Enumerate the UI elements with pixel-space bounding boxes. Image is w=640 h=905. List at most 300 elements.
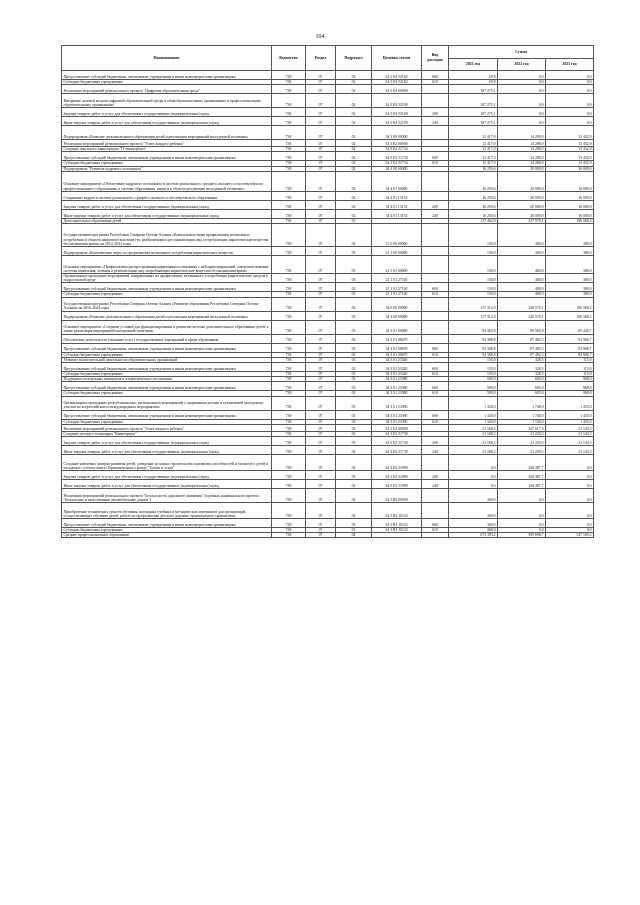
cell-name: Субсидии бюджетным учреждениям <box>62 292 272 297</box>
cell-2023: 13 432,9 <box>546 126 594 140</box>
cell-2021: 16 250,6 <box>449 200 498 209</box>
cell-2021: 1 320,0 <box>449 419 498 424</box>
cell-name: Реализация мероприятий регионального проекта "Безопасность дорожного движения" (в рамках национального проекта "Безопасные и качественные автомобильные дороги") <box>62 489 272 503</box>
cell-ministry: 738 <box>272 247 306 256</box>
cell-target: 34 3 R3 10132 <box>372 503 422 519</box>
cell-2023: 0,0 <box>546 94 594 108</box>
cell-ministry: 738 <box>272 446 306 455</box>
header-year-2023: 2023 год <box>546 59 594 71</box>
cell-name: Предоставление субсидий бюджетным, автономным учреждениям и иным некоммерческим организациям <box>62 363 272 372</box>
cell-ministry: 738 <box>272 166 306 171</box>
cell-section: 07 <box>306 489 336 503</box>
table-row <box>62 171 594 191</box>
cell-2022: 226 387,7 <box>498 455 546 471</box>
cell-target: 34 3 01 23320 <box>372 363 422 372</box>
cell-subsection: 02 <box>336 147 372 152</box>
cell-target: 34 3 01 23380 <box>372 382 422 391</box>
cell-subsection: 03 <box>336 224 372 247</box>
cell-target: 34 2 E4 52100 <box>372 108 422 117</box>
cell-ministry: 738 <box>272 377 306 382</box>
cell-2022: 87 492,3 <box>498 352 546 357</box>
cell-expense-type <box>422 424 449 431</box>
cell-name: Предоставление субсидий бюджетным, автономным учреждениям и иным некоммерческим организациям <box>62 382 272 391</box>
cell-name: Подпрограмма "Развитие кадрового потенциала" <box>62 166 272 171</box>
table-row <box>62 334 594 343</box>
table-row <box>62 519 594 528</box>
cell-ministry: 738 <box>272 489 306 503</box>
cell-expense-type <box>422 297 449 311</box>
cell-2021: 16 250,6 <box>449 209 498 218</box>
cell-name: Приобретение технических средств обучения, наглядных учебных и методических материалов для организаций, осуществляющих обучение детей, работе по профилактике детского дорожно-транспортного травматизма <box>62 503 272 519</box>
cell-2023: 115,0 <box>546 357 594 362</box>
cell-2022: 14 288,0 <box>498 140 546 147</box>
cell-name: Подпрограмма «Комплексные меры по профилактике незаконного потребления наркотических веществ» <box>62 247 272 256</box>
cell-target: 34 3 01 00670 <box>372 343 422 352</box>
cell-name: Предоставление субсидий бюджетным, автономным учреждениям и иным некоммерческим организациям <box>62 283 272 292</box>
cell-expense-type: 610 <box>422 372 449 377</box>
cell-name: Организация и проведение республиканских, региональных мероприятий с одаренными детьми и талантливой молодежью, участие во всероссийских и международных мероприятиях <box>62 396 272 410</box>
cell-target: 34 3 E2 51734 <box>372 147 422 152</box>
cell-section: 07 <box>306 152 336 161</box>
cell-2022: 605,0 <box>498 391 546 396</box>
cell-target: 34 3 01 00000 <box>372 320 422 334</box>
cell-2021: 155,0 <box>449 372 498 377</box>
cell-target: 34 2 E4 52102 <box>372 71 422 80</box>
cell-2021: 1 320,0 <box>449 396 498 410</box>
cell-ministry: 738 <box>272 437 306 446</box>
cell-target: 34 3 01 23380 <box>372 377 422 382</box>
cell-target: 34 4 01 13133 <box>372 191 422 200</box>
cell-ministry: 738 <box>272 218 306 223</box>
cell-subsection: 04 <box>336 533 372 538</box>
cell-expense-type <box>422 126 449 140</box>
cell-2021: 12 417,0 <box>449 152 498 161</box>
table-row <box>62 489 594 503</box>
cell-name: Иные закупки товаров, работ и услуг для обеспечения государственных (муниципальных) нужд <box>62 446 272 455</box>
cell-expense-type: 200 <box>422 437 449 446</box>
cell-2022: 20 000,0 <box>498 209 546 218</box>
cell-expense-type <box>422 396 449 410</box>
cell-target: 21 1 01 27140 <box>372 274 422 283</box>
cell-expense-type <box>422 334 449 343</box>
cell-subsection: 03 <box>336 396 372 410</box>
cell-target: 34 3 E2 51730 <box>372 446 422 455</box>
cell-target: 34 3 E2 51734 <box>372 161 422 166</box>
cell-subsection: 03 <box>336 480 372 489</box>
cell-target: 34 3 R3 00000 <box>372 489 422 503</box>
cell-name: Организация и проведение мероприятий, направленных на профилактику незаконного употребления наркотических средств в подростковой среде <box>62 274 272 283</box>
cell-subsection: 02 <box>336 117 372 126</box>
cell-name: Развитие воспитательной деятельности образовательных организаций <box>62 357 272 362</box>
cell-2021: 107 275,1 <box>449 108 498 117</box>
cell-section: 07 <box>306 200 336 209</box>
cell-2022: 0,0 <box>498 519 546 528</box>
cell-section: 07 <box>306 171 336 191</box>
cell-2021: 673 393,2 <box>449 533 498 538</box>
cell-2023: 16 000,0 <box>546 209 594 218</box>
cell-subsection: 03 <box>336 274 372 283</box>
cell-2021: 360,0 <box>449 503 498 519</box>
cell-2022: 1 740,0 <box>498 419 546 424</box>
cell-2021: 16 250,6 <box>449 166 498 171</box>
cell-2022: 227 570,1 <box>498 218 546 223</box>
cell-subsection: 03 <box>336 363 372 372</box>
cell-section: 07 <box>306 372 336 377</box>
cell-name: Предоставление субсидий бюджетным, автономным учреждениям и иным некоммерческим организациям <box>62 343 272 352</box>
table-header <box>62 46 594 71</box>
cell-subsection: 02 <box>336 108 372 117</box>
cell-expense-type: 600 <box>422 343 449 352</box>
cell-name: Предоставление субсидий бюджетным, автономным учреждениям и иным некоммерческим организациям <box>62 71 272 80</box>
cell-2021: 21 168,2 <box>449 437 498 446</box>
cell-2022: 226 570,1 <box>498 297 546 311</box>
cell-2021: 107 275,1 <box>449 94 498 108</box>
header-target: Целевая статья <box>372 46 422 71</box>
cell-section: 07 <box>306 519 336 528</box>
cell-subsection: 03 <box>336 410 372 419</box>
cell-name: Основное мероприятие «Создание условий для функционирования и развития системы дополнительного образования детей, а также реализация мероприятий молодежной политики» <box>62 320 272 334</box>
cell-expense-type: 200 <box>422 471 449 480</box>
cell-2023: 0,0 <box>546 528 594 533</box>
cell-2023: 16 000,0 <box>546 191 594 200</box>
cell-expense-type: 610 <box>422 80 449 85</box>
cell-section: 07 <box>306 334 336 343</box>
cell-2023: 13 432,9 <box>546 161 594 166</box>
cell-expense-type <box>422 171 449 191</box>
cell-expense-type: 610 <box>422 391 449 396</box>
cell-target: 34 3 E2 51730 <box>372 437 422 446</box>
cell-2022: 605,0 <box>498 377 546 382</box>
cell-2023: 968,0 <box>546 382 594 391</box>
cell-2022: 0,0 <box>498 71 546 80</box>
cell-2023: 13 432,9 <box>546 152 594 161</box>
cell-2022: 0,0 <box>498 528 546 533</box>
cell-subsection: 03 <box>336 352 372 357</box>
table-row <box>62 396 594 410</box>
cell-2021: 360,0 <box>449 489 498 503</box>
cell-name: Субсидии бюджетным учреждениям <box>62 391 272 396</box>
cell-name: Государственная программа Республики Северная Осетия-Алания «Развитие образования Республики Северная Осетия-Алания» на 2016–2024 годы <box>62 297 272 311</box>
cell-name: Дополнительное образование детей <box>62 218 272 223</box>
cell-section: 07 <box>306 80 336 85</box>
cell-section: 07 <box>306 218 336 223</box>
table-row <box>62 200 594 209</box>
cell-subsection: 02 <box>336 94 372 108</box>
cell-2023: 380,0 <box>546 256 594 274</box>
cell-target: 34 3 R3 10132 <box>372 528 422 533</box>
cell-target: 34 3 R3 10132 <box>372 519 422 528</box>
cell-2022: 20 000,0 <box>498 166 546 171</box>
cell-subsection: 03 <box>336 382 372 391</box>
cell-expense-type <box>422 503 449 519</box>
cell-2021: 21 168,2 <box>449 446 498 455</box>
cell-2022: 400,0 <box>498 283 546 292</box>
cell-2023: 0,0 <box>546 480 594 489</box>
cell-section: 07 <box>306 363 336 372</box>
cell-name: Закупка товаров, работ и услуг для обеспечения государственных (муниципальных) нужд <box>62 471 272 480</box>
cell-2023: 0,0 <box>546 489 594 503</box>
table-row <box>62 247 594 256</box>
cell-subsection: 03 <box>336 446 372 455</box>
cell-name: Реализация мероприятий регионального проекта "Успех каждого ребенка" <box>62 140 272 147</box>
cell-target: 34 3 E2 51734 <box>372 152 422 161</box>
cell-target <box>372 533 422 538</box>
cell-ministry: 738 <box>272 396 306 410</box>
cell-section: 07 <box>306 431 336 436</box>
cell-subsection: 02 <box>336 209 372 218</box>
cell-2023: 547 169,2 <box>546 533 594 538</box>
cell-target: 34 3 E2 00000 <box>372 424 422 431</box>
cell-subsection: 03 <box>336 471 372 480</box>
cell-expense-type: 610 <box>422 528 449 533</box>
cell-2023: 85 426,7 <box>546 320 594 334</box>
cell-name: Подпрограмма «Развитие дополнительного образования детей и реализация мероприятий молодежной политики» <box>62 311 272 320</box>
cell-2023: 0,0 <box>546 117 594 126</box>
cell-subsection: 03 <box>336 343 372 352</box>
cell-2021: 94 463,8 <box>449 320 498 334</box>
header-subsection: Подраздел <box>336 46 372 71</box>
table-row <box>62 209 594 218</box>
cell-section: 07 <box>306 419 336 424</box>
cell-2022: 21 229,3 <box>498 437 546 446</box>
cell-name: Среднее профессиональное образование <box>62 533 272 538</box>
cell-section: 07 <box>306 352 336 357</box>
cell-target: 34 0 00 00000 <box>372 297 422 311</box>
cell-section: 07 <box>306 503 336 519</box>
cell-name: Обеспечение деятельности (оказание услуг) государственных учреждений в сфере образования <box>62 334 272 343</box>
cell-name: Создание школьного кванториума "IT-кванториум" <box>62 147 272 152</box>
cell-ministry: 738 <box>272 311 306 320</box>
cell-2023: 83 906,7 <box>546 352 594 357</box>
cell-expense-type: 610 <box>422 292 449 297</box>
cell-name: Реализация мероприятий регионального проекта "Успех каждого ребенка" <box>62 424 272 431</box>
cell-section: 07 <box>306 297 336 311</box>
cell-ministry: 738 <box>272 471 306 480</box>
cell-expense-type: 600 <box>422 363 449 372</box>
cell-2021: 150,0 <box>449 247 498 256</box>
cell-expense-type <box>422 533 449 538</box>
cell-section: 07 <box>306 471 336 480</box>
cell-2023: 380,0 <box>546 283 594 292</box>
cell-2022: 89 565,8 <box>498 320 546 334</box>
cell-name: Закупка товаров, работ и услуг для обеспечения государственных (муниципальных) нужд <box>62 437 272 446</box>
table-row <box>62 363 594 372</box>
cell-section: 07 <box>306 108 336 117</box>
cell-subsection: 03 <box>336 311 372 320</box>
cell-2023: 380,0 <box>546 292 594 297</box>
cell-ministry: 738 <box>272 297 306 311</box>
cell-section: 07 <box>306 147 336 152</box>
cell-expense-type: 200 <box>422 200 449 209</box>
cell-2021: 155,0 <box>449 363 498 372</box>
cell-2022: 0,0 <box>498 85 546 94</box>
cell-expense-type: 240 <box>422 480 449 489</box>
cell-section: 07 <box>306 410 336 419</box>
cell-ministry: 738 <box>272 292 306 297</box>
cell-2021: 360,0 <box>449 528 498 533</box>
cell-2022: 247 617,0 <box>498 424 546 431</box>
cell-2022: 0,0 <box>498 94 546 108</box>
cell-name: Реализация мероприятий регионального проекта "Цифровая образовательная среда" <box>62 85 272 94</box>
cell-2023: 83 906,7 <box>546 343 594 352</box>
cell-expense-type: 240 <box>422 209 449 218</box>
cell-target: 34 3 01 23320 <box>372 357 422 362</box>
cell-2022: 14 288,0 <box>498 126 546 140</box>
cell-2022: 21 229,3 <box>498 431 546 436</box>
cell-name: Создание детского технопарка "Кванториум" <box>62 431 272 436</box>
cell-target: 21 0 00 00000 <box>372 224 422 247</box>
cell-section: 07 <box>306 292 336 297</box>
cell-2021: 12 417,0 <box>449 161 498 166</box>
cell-subsection: 02 <box>336 126 372 140</box>
cell-ministry: 738 <box>272 519 306 528</box>
table-row <box>62 274 594 283</box>
cell-ministry: 738 <box>272 256 306 274</box>
cell-2021: 500,0 <box>449 382 498 391</box>
cell-2023: 0,0 <box>546 455 594 471</box>
cell-2021: 150,0 <box>449 292 498 297</box>
cell-subsection: 02 <box>336 140 372 147</box>
cell-target: 34 2 E4 52100 <box>372 94 422 108</box>
cell-target: 34 3 01 23390 <box>372 419 422 424</box>
cell-ministry: 738 <box>272 191 306 200</box>
page-number: 104 <box>315 34 325 40</box>
cell-subsection: 03 <box>336 283 372 292</box>
cell-ministry: 738 <box>272 80 306 85</box>
cell-2023: 1 455,0 <box>546 396 594 410</box>
table-row <box>62 343 594 352</box>
cell-2023: 380,0 <box>546 224 594 247</box>
cell-section: 07 <box>306 311 336 320</box>
cell-ministry: 738 <box>272 71 306 80</box>
cell-2022: 14 288,0 <box>498 161 546 166</box>
cell-section: 07 <box>306 446 336 455</box>
cell-2021: 155,0 <box>449 357 498 362</box>
cell-target: 34 3 E2 51890 <box>372 471 422 480</box>
cell-2021: 500,0 <box>449 391 498 396</box>
cell-section: 07 <box>306 161 336 166</box>
table-row <box>62 117 594 126</box>
table-row <box>62 297 594 311</box>
cell-2021: 94 308,8 <box>449 343 498 352</box>
header-year-2021: 2021 год <box>449 59 498 71</box>
cell-target: 34 3 01 23380 <box>372 391 422 396</box>
cell-name: Субсидии бюджетным учреждениям <box>62 372 272 377</box>
table-row <box>62 71 594 80</box>
table-row <box>62 503 594 519</box>
cell-2023: 21 143,5 <box>546 431 594 436</box>
cell-subsection: 03 <box>336 437 372 446</box>
cell-2022: 14 288,0 <box>498 147 546 152</box>
cell-section: 07 <box>306 166 336 171</box>
cell-2021: 29,8 <box>449 80 498 85</box>
cell-section: 07 <box>306 256 336 274</box>
cell-ministry: 738 <box>272 117 306 126</box>
cell-ministry: 738 <box>272 320 306 334</box>
cell-subsection: 02 <box>336 85 372 94</box>
cell-expense-type <box>422 320 449 334</box>
cell-target: 34 4 01 13133 <box>372 200 422 209</box>
cell-section: 07 <box>306 343 336 352</box>
cell-name: Субсидии бюджетным учреждениям <box>62 161 272 166</box>
cell-ministry: 738 <box>272 431 306 436</box>
cell-ministry: 738 <box>272 382 306 391</box>
cell-2022: 400,0 <box>498 247 546 256</box>
cell-ministry: 738 <box>272 455 306 471</box>
cell-section: 07 <box>306 283 336 292</box>
cell-ministry: 738 <box>272 161 306 166</box>
cell-ministry: 738 <box>272 503 306 519</box>
cell-expense-type: 240 <box>422 117 449 126</box>
cell-expense-type <box>422 191 449 200</box>
cell-2023: 21 143,5 <box>546 437 594 446</box>
cell-2023: 1 455,0 <box>546 410 594 419</box>
cell-name: Государственная программа Республики Северная Осетия-Алания «Комплексные меры профилактики незаконного потребления и оборота наркотических веществ, реабилитации и ресоциализации лиц, потребляющих наркотические вещества без назначения врача» на 2014–2021 годы <box>62 224 272 247</box>
cell-expense-type: 200 <box>422 108 449 117</box>
cell-subsection: 03 <box>336 320 372 334</box>
cell-name: Основное мероприятие «Обеспечение кадрового потенциала в системе дошкольного, среднего, высшего и послевузовского профессионального образования, в системе образования, науки и в области реализации молодежной политики» <box>62 171 272 191</box>
cell-expense-type <box>422 85 449 94</box>
cell-2022: 328,5 <box>498 363 546 372</box>
cell-2021: 21 168,2 <box>449 424 498 431</box>
cell-subsection: 03 <box>336 297 372 311</box>
cell-target: 34 3 01 23390 <box>372 396 422 410</box>
cell-2023: 106 568,2 <box>546 311 594 320</box>
table-row <box>62 533 594 538</box>
cell-subsection: 03 <box>336 391 372 396</box>
cell-2023: 16 000,0 <box>546 171 594 191</box>
cell-2021: 150,0 <box>449 283 498 292</box>
cell-2022: 0,0 <box>498 117 546 126</box>
cell-target: 34 3 E2 51890 <box>372 455 422 471</box>
table-row <box>62 382 594 391</box>
cell-expense-type: 240 <box>422 446 449 455</box>
cell-name: Предоставление субсидий бюджетным, автономным учреждениям и иным некоммерческим организациям <box>62 152 272 161</box>
cell-expense-type: 600 <box>422 519 449 528</box>
table-row <box>62 471 594 480</box>
table-row <box>62 85 594 94</box>
cell-ministry: 738 <box>272 391 306 396</box>
header-year-2022: 2022 год <box>498 59 546 71</box>
header-expense-type: Вид расходов <box>422 46 449 71</box>
cell-2022: 226 387,7 <box>498 471 546 480</box>
cell-2021: 107 275,1 <box>449 85 498 94</box>
cell-ministry: 738 <box>272 171 306 191</box>
cell-2021: 150,0 <box>449 274 498 283</box>
cell-expense-type <box>422 140 449 147</box>
cell-subsection: 02 <box>336 200 372 209</box>
cell-2023: 968,0 <box>546 377 594 382</box>
cell-expense-type <box>422 94 449 108</box>
cell-2021: 107 275,1 <box>449 117 498 126</box>
cell-expense-type <box>422 224 449 247</box>
cell-2023: 83 906,7 <box>546 334 594 343</box>
cell-section: 07 <box>306 209 336 218</box>
cell-2023: 115,0 <box>546 372 594 377</box>
cell-subsection: 03 <box>336 377 372 382</box>
cell-name: Внедрение целевой модели цифровой образовательной среды в общеобразовательных организациях и профессиональных образовательных организациях <box>62 94 272 108</box>
cell-section: 07 <box>306 117 336 126</box>
cell-subsection: 03 <box>336 419 372 424</box>
cell-2021: 117 462,0 <box>449 218 498 223</box>
cell-2023: 380,0 <box>546 247 594 256</box>
cell-section: 07 <box>306 224 336 247</box>
cell-section: 07 <box>306 320 336 334</box>
cell-2022: 20 000,0 <box>498 171 546 191</box>
cell-ministry: 738 <box>272 85 306 94</box>
cell-expense-type <box>422 311 449 320</box>
cell-target: 34 4 00 00000 <box>372 166 422 171</box>
